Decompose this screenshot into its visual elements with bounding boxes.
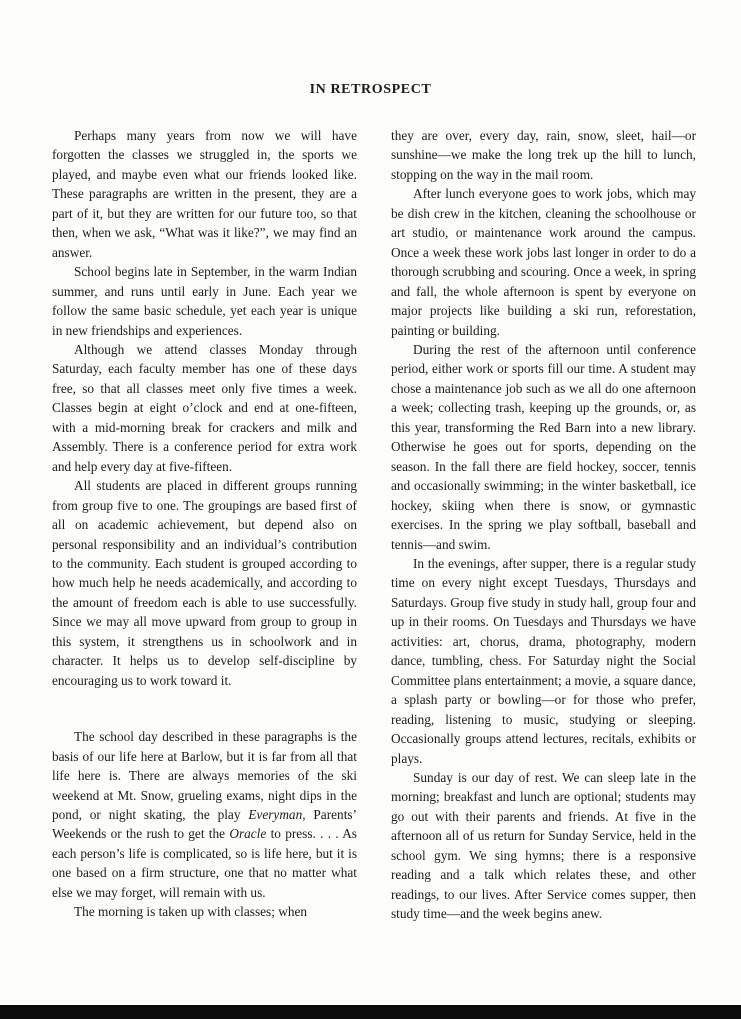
paragraph-groupings: All students are placed in different groups running from group five to one. The groupings are based first of all on academic achievement, but depend also on personal responsibility and an individual’s contribution to the community. Each student is grouped according to how much help he needs academically, and according to the amount of freedom each is able to use successfully. Since we may all move upward from group to group in this system, it strengthens us in schoolwork and in character. It helps us to develop self-discipline by encouraging us to work toward it. — [52, 478, 357, 688]
left-column — [52, 126, 357, 922]
paragraph-memories — [52, 727, 357, 902]
memories-text-3: to press. . . . As each person’s life is complicated, so is life here, but it is one based on a firm structure, one that no matter what else we may forget, will remain with us. — [52, 826, 357, 900]
paragraph-school-year: School begins late in September, in the warm Indian summer, and runs until early in June. Each year we follow the same basic schedule, yet each year is unique in new friendships and experiences. — [52, 264, 357, 338]
paragraph-lunch: they are over, every day, rain, snow, sleet, hail—or sunshine—we make the long trek up the hill to lunch, stopping on the way in the mail room. — [391, 128, 696, 182]
paragraph-morning: The morning is taken up with classes; when — [74, 904, 308, 920]
memories-text-1: The school day described in these paragraphs is the basis of our life here at Barlow, but it is far from all that life here is. There are always memories of the ski weekend at Mt. Snow, grueling exams, night dips in the pond, or night skating, the play — [52, 729, 357, 822]
publication-title: Oracle — [229, 826, 267, 842]
paragraph-evenings: In the evenings, after supper, there is a regular study time on every night except Tuesdays, Thursdays and Saturdays. Group five study in study hall, group four and up in their rooms. On Tuesdays and Thursdays we have activities: art, chorus, drama, photography, modern dance, tumbling, chess. For Saturday night the Social Committee plans entertainment; a movie, a square dance, a splash party or bowling—or for those who prefer, reading, listening to music, studying or sleeping. Occasionally groups attend lectures, recitals, exhibits or plays. — [391, 555, 696, 766]
paragraph-class-schedule: Although we attend classes Monday through Saturday, each faculty member has one of these days free, so that all classes meet only five times a week. Classes begin at eight o’clock and end at one-fifteen, with a mid-morning break for crackers and milk and Assembly. There is a conference period for extra work and help every day at five-fifteen. — [52, 341, 357, 474]
page-title: IN RETROSPECT — [309, 82, 432, 97]
paragraph-work-jobs: After lunch everyone goes to work jobs, which may be dish crew in the kitchen, cleaning the schoolhouse or art studio, or maintenance work around the campus. Once a week these work jobs last longer in order to do a thorough scrubbing and scouring. Once a week, in spring and fall, the whole afternoon is spent by everyone on major projects like building a ski run, reforestation, painting or building. — [391, 186, 696, 338]
paragraph-afternoon-sports: During the rest of the afternoon until conference period, either work or sports fill our time. A student may chose a maintenance job such as we all do one afternoon a week; collecting trash, keeping up the grounds, or, as this year, transforming the Red Barn into a new library. Otherwise he goes out for sports, depending on the season. In the fall there are field hockey, soccer, tennis and occasionally swimming; in the winter basketball, ice hockey, skiing when there is snow, or gymnastic exercises. In the spring we play softball, baseball and tennis—and swim. — [391, 341, 696, 552]
paragraph-intro: Perhaps many years from now we will have forgotten the classes we struggled in, the sports we played, and maybe even what our friends looked like. These paragraphs are written in the present, they are a part of it, but they are written for our future too, so that then, when we ask, “What was it like?”, we may find an answer. — [52, 128, 357, 260]
scan-edge-bar — [0, 1005, 741, 1019]
play-title: Everyman, — [248, 806, 306, 822]
memories-text-2: Parents’ Weekends or the rush to get the — [52, 806, 357, 842]
right-column — [391, 126, 696, 924]
paragraph-sunday: Sunday is our day of rest. We can sleep late in the morning; breakfast and lunch are optional; students may go out with their parents and friends. At five in the afternoon all of us return for Sunday Service, held in the school gym. We sing hymns; there is a responsive reading and a talk which relates these, and other readings, to our lives. After Service comes supper, then study time—and the week begins anew. — [391, 769, 696, 922]
